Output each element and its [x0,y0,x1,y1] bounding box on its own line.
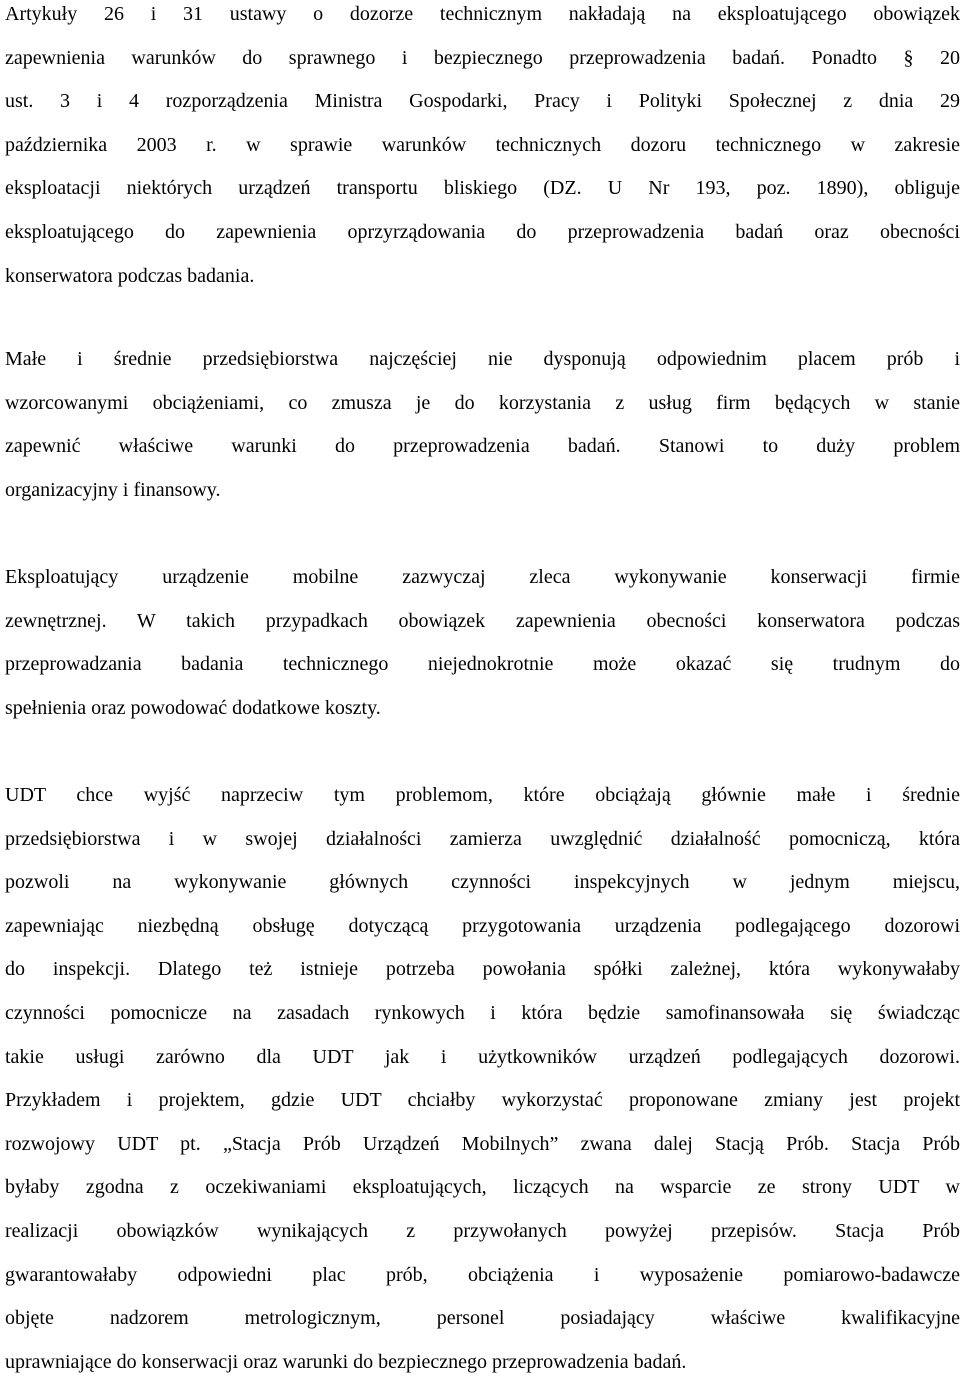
text-line: Artykuły 26 i 31 ustawy o dozorze technicznym nakładają na eksploatującego obowiązek [5,3,960,25]
text-line: organizacyjny i finansowy. [5,478,221,501]
paragraph-udt-proposal [5,774,960,1384]
text-line: zewnętrznej. W takich przypadkach obowiązek zapewnienia obecności konserwatora podczas [5,609,960,632]
text-line: UDT chce wyjść naprzeciw tym problemom, które obciążają głównie małe i średnie [5,784,960,806]
text-line: zapewniając niezbędną obsługę dotyczącą przygotowania urządzenia podlegającego dozorowi [5,914,960,937]
text-line: byłaby zgodna z oczekiwaniami eksploatujących, liczących na wsparcie ze strony UDT w [5,1176,960,1199]
text-line: Małe i średnie przedsiębiorstwa najczęściej nie dysponują odpowiednim placem prób i [5,348,960,370]
text-line: do inspekcji. Dlatego też istnieje potrzeba powołania spółki zależnej, która wykonywałaby [5,958,960,981]
text-line: gwarantowałaby odpowiedni plac prób, obciążenia i wyposażenie pomiarowo-badawcze [5,1263,960,1286]
text-line: października 2003 r. w sprawie warunków technicznych dozoru technicznego w zakresie [5,133,960,156]
text-line: ust. 3 i 4 rozporządzenia Ministra Gospodarki, Pracy i Polityki Społecznej z dnia 29 [5,90,960,113]
text-line: objęte nadzorem metrologicznym, personel posiadający właściwe kwalifikacyjne [5,1307,960,1330]
text-line: pozwoli na wykonywanie głównych czynności inspekcyjnych w jednym miejscu, [5,871,960,894]
text-line: Przykładem i projektem, gdzie UDT chciałby wykorzystać proponowane zmiany jest projekt [5,1089,960,1112]
text-line: Eksploatujący urządzenie mobilne zazwyczaj zleca wykonywanie konserwacji firmie [5,566,960,588]
text-line: spełnienia oraz powodować dodatkowe koszty. [5,696,381,719]
text-line: wzorcowanymi obciążeniami, co zmusza je do korzystania z usług firm będących w stanie [5,391,960,414]
paragraph-maintenance [5,556,960,730]
text-line: przedsiębiorstwa i w swojej działalności zamierza uwzględnić działalność pomocniczą, która [5,827,960,850]
paragraph-sme-problem [5,338,960,512]
text-line: czynności pomocnicze na zasadach rynkowych i która będzie samofinansowała się świadcząc [5,1001,960,1024]
text-line: konserwatora podczas badania. [5,264,255,287]
paragraph-legal-basis [5,0,960,298]
text-line: zapewnienia warunków do sprawnego i bezpiecznego przeprowadzenia badań. Ponadto § 20 [5,46,960,69]
text-line: zapewnić właściwe warunki do przeprowadzenia badań. Stanowi to duży problem [5,435,960,458]
text-line: eksploatującego do zapewnienia oprzyrządowania do przeprowadzenia badań oraz obecności [5,220,960,243]
text-line: przeprowadzania badania technicznego niejednokrotnie może okazać się trudnym do [5,653,960,676]
text-line: takie usługi zarówno dla UDT jak i użytkowników urządzeń podlegających dozorowi. [5,1045,960,1068]
text-line: realizacji obowiązków wynikających z przywołanych powyżej przepisów. Stacja Prób [5,1219,960,1242]
text-line: rozwojowy UDT pt. „Stacja Prób Urządzeń Mobilnych” zwana dalej Stacją Prób. Stacja Prób [5,1132,960,1155]
text-line: uprawniające do konserwacji oraz warunki do bezpiecznego przeprowadzenia badań. [5,1350,687,1373]
text-line: eksploatacji niektórych urządzeń transportu bliskiego (DZ. U Nr 193, poz. 1890), obliguje [5,177,960,200]
